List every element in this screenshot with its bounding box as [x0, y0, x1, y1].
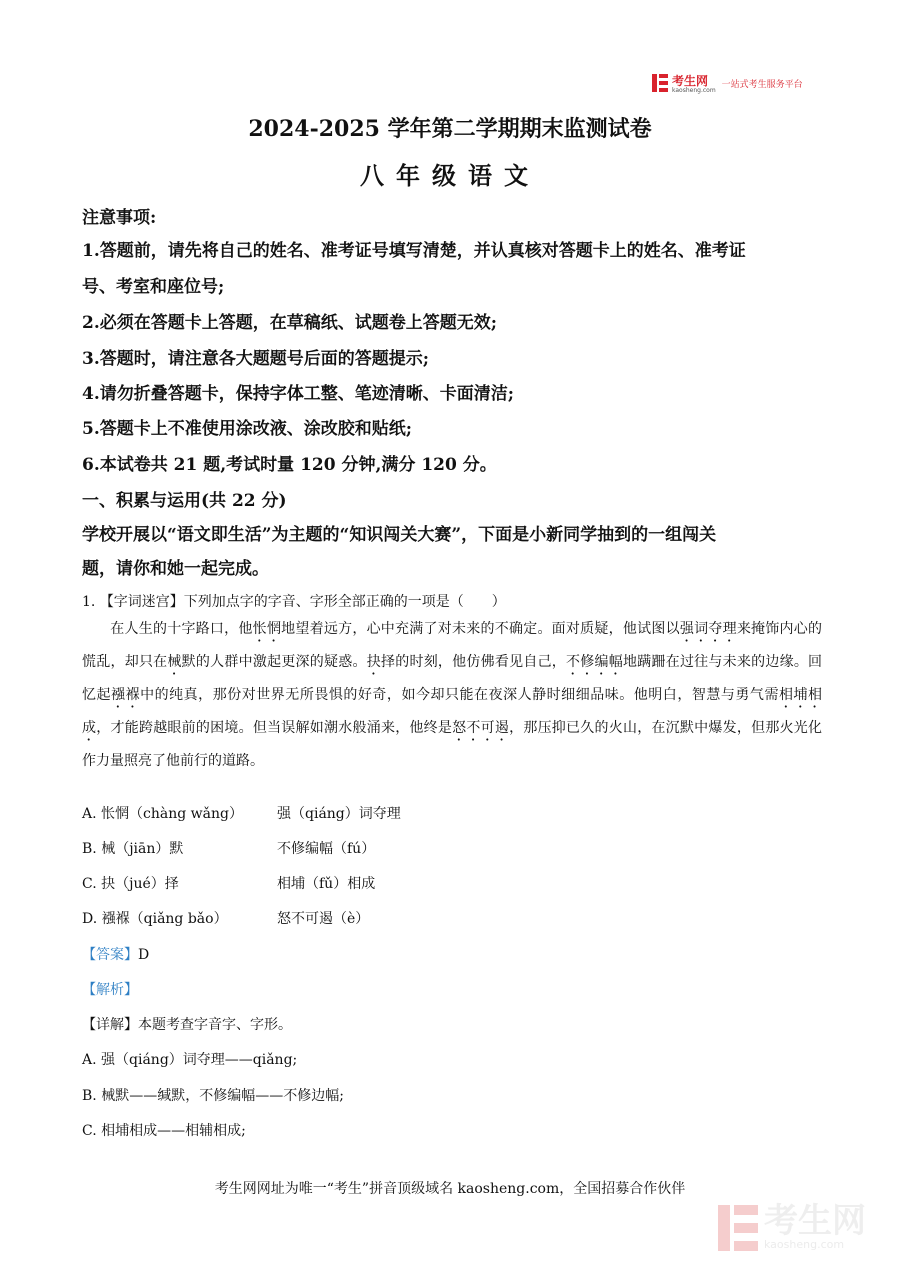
option-c-left: C. 抉（jué）择	[82, 876, 179, 892]
passage-text: 地望着远方，心中充满了对未来的不确定。面对质疑，他试图以	[281, 621, 680, 637]
option-c-right: 相埔（fǔ）相成	[277, 876, 376, 892]
passage-text: 中的纯真，那份对世界无所畏惧的好奇，如今却只能在夜深人静时细细品味。他明白，智慧与勇气需	[140, 687, 779, 703]
note-line: 4.请勿折叠答题卡，保持字体工整、笔迹清晰、卡面清洁;	[82, 384, 515, 404]
emphasized-word: 械	[167, 654, 182, 670]
note-line: 2.必须在答题卡上答题，在草稿纸、试题卷上答题无效;	[82, 313, 498, 333]
section-intro: 题，请你和她一起完成。	[82, 559, 269, 579]
emphasized-word: 怅惘	[252, 621, 282, 637]
passage-text: 默的人群中激起更深的疑惑。	[181, 654, 367, 670]
passage-text: 来掩饰内心的慌乱，却只在	[82, 621, 823, 670]
emphasized-word: 抉	[366, 654, 381, 670]
analysis-label: 【解析】	[82, 982, 138, 998]
answer-value: D	[138, 947, 150, 963]
analysis-line: A. 强（qiáng）词夺理——qiǎng;	[82, 1052, 298, 1068]
emphasized-word: 襁褓	[111, 687, 141, 703]
watermark-name: 考生网	[764, 1201, 866, 1241]
emphasized-word: 相埔相成	[82, 687, 823, 736]
exam-subtitle: 八年级语文	[360, 161, 540, 190]
analysis-line: C. 相埔相成——相辅相成;	[82, 1123, 246, 1139]
option-a-left: A. 怅惘（chàng wǎng）	[82, 806, 243, 822]
note-line: 号、考室和座位号;	[82, 277, 225, 297]
answer-label: 【答案】	[82, 947, 138, 963]
option-d-right: 怒不可遏（è）	[277, 911, 370, 927]
page-footer: 考生网网址为唯一“考生”拼音顶级域名 kaosheng.com，全国招募合作伙伴	[214, 1181, 686, 1197]
passage-text: 在人生的十字路口，他	[110, 621, 253, 637]
answer-row	[82, 944, 149, 964]
section-intro: 学校开展以“语文即生活”为主题的“知识闯关大赛”，下面是小新同学抽到的一组闯关	[82, 525, 717, 545]
note-line: 6.本试卷共 21 题,考试时量 120 分钟,满分 120 分。	[82, 455, 497, 475]
notes-heading: 注意事项:	[82, 208, 157, 228]
analysis-line: B. 械默——缄默，不修编幅——不修边幅;	[82, 1088, 344, 1104]
option-d-left: D. 襁褓（qiǎng bǎo）	[82, 911, 228, 927]
note-line: 1.答题前，请先将自己的姓名、准考证号填写清楚，并认真核对答题卡上的姓名、准考证	[82, 241, 746, 261]
passage-text: 地蹒跚在过往与未来的边缘。回忆起	[82, 654, 823, 703]
emphasized-word: 强词夺理	[679, 621, 737, 637]
header-logo	[652, 72, 803, 94]
option-b-right: 不修编幅（fú）	[277, 841, 376, 857]
passage-text: 择的时刻，他仿佛看见自己，	[380, 654, 567, 670]
watermark-logo-icon	[718, 1205, 758, 1251]
watermark-domain: kaosheng.com	[764, 1238, 845, 1251]
logo-name: 考生网	[672, 74, 709, 88]
emphasized-word: 怒不可遏	[452, 720, 510, 736]
option-a-right: 强（qiáng）词夺理	[277, 806, 401, 822]
section-heading: 一、积累与运用(共 22 分)	[82, 491, 287, 511]
question-stem: 1. 【字词迷宫】下列加点字的字音、字形全部正确的一项是（ ）	[82, 594, 506, 610]
question-passage	[82, 613, 822, 778]
option-b-left: B. 械（jiān）默	[82, 841, 184, 857]
note-line: 5.答题卡上不准使用涂改液、涂改胶和贴纸;	[82, 419, 413, 439]
option-a	[82, 803, 401, 823]
note-line: 3.答题时，请注意各大题题号后面的答题提示;	[82, 349, 430, 369]
option-c	[82, 873, 376, 893]
passage-text: ，才能跨越眼前的困境。但当误解如潮水般涌来，他终是	[96, 720, 453, 736]
logo-domain: kaosheng.com	[672, 87, 716, 94]
option-d	[82, 908, 370, 928]
kaosheng-logo-icon	[652, 74, 668, 92]
passage-text: ，那压抑已久的火山，在沉默中爆发，但那火光化作力量照亮了他前行的道路。	[82, 720, 823, 769]
exam-title: 2024-2025 学年第二学期期末监测试卷	[248, 116, 652, 142]
emphasized-word: 不修编幅	[566, 654, 623, 670]
option-b	[82, 838, 376, 858]
analysis-detail: 【详解】本题考查字音字、字形。	[82, 1017, 292, 1033]
logo-slogan: 一站式考生服务平台	[721, 79, 803, 90]
watermark	[718, 1201, 866, 1251]
